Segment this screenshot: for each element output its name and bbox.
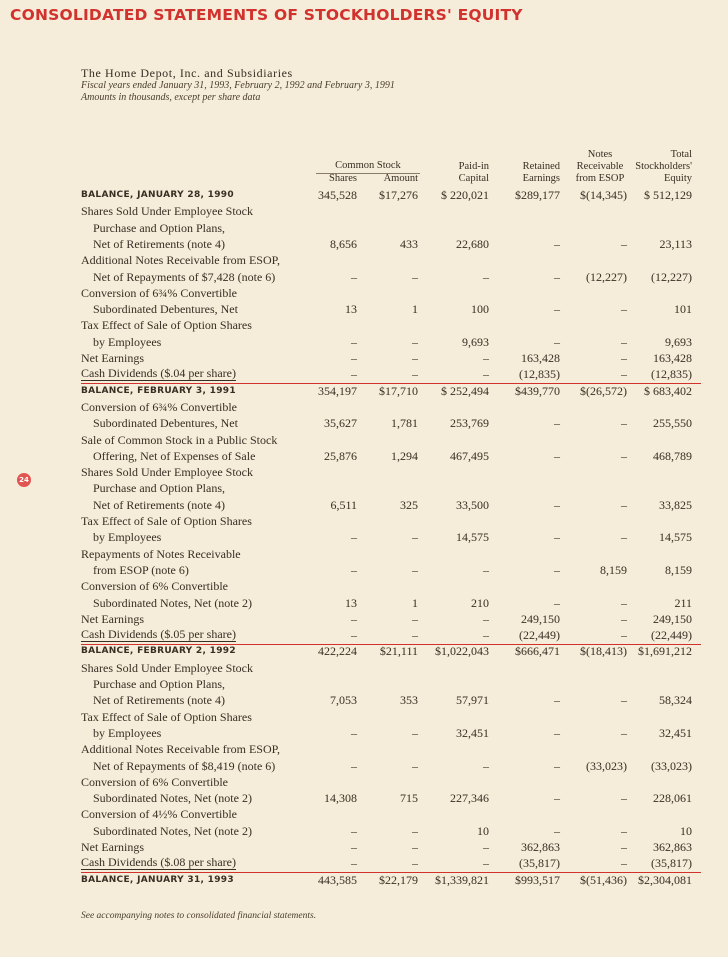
shares-cell: 8,656 [330, 236, 357, 251]
paid-in-cell: 22,680 [456, 236, 489, 251]
paid-in-cell: 57,971 [456, 693, 489, 708]
total-equity-cell: 14,575 [659, 530, 692, 545]
table-row [81, 529, 701, 545]
total-equity-cell: $ 683,402 [644, 383, 692, 398]
paid-in-cell: – [483, 351, 489, 365]
amount-cell: – [412, 367, 418, 382]
row-label: Sale of Common Stock in a Public Stock [81, 432, 278, 447]
row-label: Subordinated Notes, Net (note 2) [93, 595, 252, 610]
header-notes-2: Receivable [576, 161, 624, 172]
retained-cell: – [554, 758, 560, 773]
shares-cell: – [351, 758, 357, 773]
paid-in-cell: 227,346 [450, 791, 489, 806]
row-label: Subordinated Debentures, Net [93, 416, 238, 431]
header-paid-in-2: Capital [458, 173, 489, 184]
row-label: by Employees [93, 530, 162, 545]
row-label: Repayments of Notes Receivable [81, 546, 241, 561]
row-label: Tax Effect of Sale of Option Shares [81, 514, 252, 528]
notes-receivable-cell: – [621, 497, 627, 512]
retained-cell: $993,517 [515, 872, 560, 887]
table-row [81, 774, 701, 790]
balance-row [81, 383, 701, 399]
total-equity-cell: 249,150 [653, 611, 692, 626]
table-row [81, 758, 701, 774]
paid-in-cell: – [483, 367, 489, 382]
row-label: by Employees [93, 725, 162, 740]
total-equity-cell: 101 [674, 302, 692, 317]
table-row [81, 497, 701, 513]
total-equity-cell: 255,550 [653, 416, 692, 431]
table-row [81, 725, 701, 741]
retained-cell: – [554, 302, 560, 317]
row-label: Cash Dividends ($.08 per share) [81, 855, 236, 870]
amount-cell: $21,111 [379, 644, 418, 659]
row-label: Conversion of 6¾% Convertible [81, 399, 237, 414]
total-equity-cell: 211 [674, 595, 692, 610]
paid-in-cell: 100 [471, 302, 489, 317]
table-row [81, 415, 701, 431]
shares-cell: 14,308 [324, 791, 357, 806]
row-label: Subordinated Debentures, Net [93, 302, 238, 317]
page-number-badge: 24 [17, 473, 31, 487]
total-equity-cell: $ 512,129 [644, 188, 692, 202]
retained-cell: (12,835) [519, 367, 560, 382]
table-row [81, 513, 701, 529]
table-row [81, 252, 701, 268]
paid-in-cell: – [483, 269, 489, 284]
amount-cell: – [412, 758, 418, 773]
row-label: Shares Sold Under Employee Stock [81, 204, 253, 219]
row-label: Net of Retirements (note 4) [93, 693, 225, 708]
shares-cell: – [351, 351, 357, 365]
shares-cell: 25,876 [324, 448, 357, 463]
notes-receivable-cell: – [621, 302, 627, 317]
row-label: Subordinated Notes, Net (note 2) [93, 791, 252, 806]
row-label: BALANCE, FEBRUARY 2, 1992 [81, 646, 236, 657]
table-row [81, 269, 701, 285]
retained-cell: – [554, 269, 560, 284]
table-row [81, 806, 701, 822]
row-label: Tax Effect of Sale of Option Shares [81, 709, 252, 724]
table-row [81, 317, 701, 333]
amount-cell: – [412, 840, 418, 854]
amount-cell: 715 [400, 791, 418, 806]
table-row [81, 366, 701, 382]
paid-in-cell: 14,575 [456, 530, 489, 545]
notes-receivable-cell: $(26,572) [580, 383, 627, 398]
notes-receivable-cell: – [621, 791, 627, 806]
notes-receivable-cell: (12,227) [586, 269, 627, 284]
notes-receivable-cell: 8,159 [600, 562, 627, 577]
total-equity-cell: 10 [680, 823, 692, 838]
table-row [81, 448, 701, 464]
table-row [81, 578, 701, 594]
retained-cell: – [554, 497, 560, 512]
notes-receivable-cell: – [621, 693, 627, 708]
shares-cell: – [351, 334, 357, 349]
paid-in-cell: – [483, 611, 489, 626]
paid-in-cell: 467,495 [450, 448, 489, 463]
shares-cell: – [351, 823, 357, 838]
row-label: BALANCE, JANUARY 31, 1993 [81, 874, 234, 885]
row-label: BALANCE, FEBRUARY 3, 1991 [81, 385, 236, 396]
notes-receivable-cell: – [621, 416, 627, 431]
amount-cell: – [412, 269, 418, 284]
table-row [81, 220, 701, 236]
amount-cell: 433 [400, 236, 418, 251]
header-total-3: Equity [664, 173, 692, 184]
table-row [81, 546, 701, 562]
retained-cell: 249,150 [521, 611, 560, 626]
paid-in-cell: – [483, 562, 489, 577]
row-label: Conversion of 6¾% Convertible [81, 285, 237, 300]
amount-cell: – [412, 611, 418, 626]
notes-receivable-cell: – [621, 595, 627, 610]
shares-cell: – [351, 269, 357, 284]
total-equity-cell: (22,449) [651, 628, 692, 643]
header-notes-1: Notes [587, 149, 613, 160]
table-row [81, 660, 701, 676]
paid-in-cell: $1,339,821 [435, 872, 489, 887]
row-label: Conversion of 4½% Convertible [81, 807, 237, 822]
retained-cell: – [554, 693, 560, 708]
notes-receivable-cell: – [621, 611, 627, 626]
retained-cell: – [554, 530, 560, 545]
paid-in-cell: 33,500 [456, 497, 489, 512]
total-equity-cell: (33,023) [651, 758, 692, 773]
notes-receivable-cell: – [621, 856, 627, 871]
retained-cell: 163,428 [521, 351, 560, 365]
amount-cell: – [412, 628, 418, 643]
amounts-note: Amounts in thousands, except per share data [81, 92, 261, 103]
retained-cell: – [554, 562, 560, 577]
notes-receivable-cell: – [621, 725, 627, 740]
shares-cell: 443,585 [318, 872, 357, 887]
amount-cell: 1,781 [391, 416, 418, 431]
notes-receivable-cell: – [621, 334, 627, 349]
table-row [81, 480, 701, 496]
row-label: Tax Effect of Sale of Option Shares [81, 318, 252, 333]
table-row [81, 285, 701, 301]
retained-cell: – [554, 334, 560, 349]
shares-cell: 13 [345, 595, 357, 610]
total-equity-cell: 32,451 [659, 725, 692, 740]
paid-in-cell: – [483, 856, 489, 871]
table-row [81, 236, 701, 252]
page-title: CONSOLIDATED STATEMENTS OF STOCKHOLDERS' EQUITY [10, 6, 523, 24]
table-row [81, 432, 701, 448]
total-equity-cell: 362,863 [653, 840, 692, 854]
amount-cell: 325 [400, 497, 418, 512]
table-row [81, 611, 701, 627]
table-row [81, 839, 701, 855]
row-label: Net of Repayments of $7,428 (note 6) [93, 269, 276, 284]
retained-cell: $289,177 [515, 188, 560, 202]
row-label: Purchase and Option Plans, [93, 677, 225, 691]
row-label: by Employees [93, 334, 162, 349]
shares-cell: 35,627 [324, 416, 357, 431]
retained-cell: – [554, 595, 560, 610]
shares-cell: 345,528 [318, 188, 357, 202]
shares-cell: – [351, 840, 357, 854]
table-row [81, 203, 701, 219]
balance-row [81, 187, 701, 203]
notes-receivable-cell: $(51,436) [580, 872, 627, 887]
row-label: Purchase and Option Plans, [93, 220, 225, 235]
paid-in-cell: 32,451 [456, 725, 489, 740]
amount-cell: 1 [412, 302, 418, 317]
retained-cell: (22,449) [519, 628, 560, 643]
footnote: See accompanying notes to consolidated financial statements. [81, 911, 317, 921]
table-row [81, 334, 701, 350]
row-label: Net Earnings [81, 611, 144, 626]
total-equity-cell: (35,817) [651, 856, 692, 871]
row-label: BALANCE, JANUARY 28, 1990 [81, 190, 234, 200]
table-row [81, 627, 701, 643]
company-name: The Home Depot, Inc. and Subsidiaries [81, 66, 293, 80]
header-common-stock: Common Stock [335, 160, 401, 171]
balance-row [81, 872, 701, 888]
paid-in-cell: 253,769 [450, 416, 489, 431]
table-row [81, 301, 701, 317]
amount-cell: $17,710 [379, 383, 418, 398]
fiscal-years-note: Fiscal years ended January 31, 1993, February 2, 1992 and February 3, 1991 [81, 80, 395, 91]
paid-in-cell: $ 252,494 [441, 383, 489, 398]
header-notes-3: from ESOP [575, 173, 625, 184]
header-retained-1: Retained [522, 161, 560, 172]
total-equity-cell: (12,227) [651, 269, 692, 284]
shares-cell: 6,511 [330, 497, 357, 512]
table-row [81, 692, 701, 708]
row-label: Offering, Net of Expenses of Sale [93, 448, 256, 463]
amount-cell: $22,179 [379, 872, 418, 887]
table-row [81, 350, 701, 366]
amount-cell: – [412, 530, 418, 545]
paid-in-cell: 210 [471, 595, 489, 610]
row-label: Conversion of 6% Convertible [81, 774, 228, 789]
notes-receivable-cell: – [621, 530, 627, 545]
amount-cell: – [412, 725, 418, 740]
balance-row [81, 643, 701, 659]
amount-cell: – [412, 823, 418, 838]
table-row [81, 399, 701, 415]
total-equity-cell: 8,159 [665, 562, 692, 577]
table-row [81, 823, 701, 839]
paid-in-cell: 10 [477, 823, 489, 838]
amount-cell: 353 [400, 693, 418, 708]
header-total-2: Stockholders' [635, 161, 692, 172]
shares-cell: – [351, 611, 357, 626]
row-label: Purchase and Option Plans, [93, 481, 225, 496]
table-row [81, 562, 701, 578]
retained-cell: $666,471 [515, 644, 560, 659]
shares-cell: – [351, 367, 357, 382]
notes-receivable-cell: – [621, 351, 627, 365]
header-total-1: Total [670, 149, 692, 160]
row-label: Subordinated Notes, Net (note 2) [93, 823, 252, 838]
table-row [81, 709, 701, 725]
total-equity-cell: 33,825 [659, 497, 692, 512]
retained-cell: (35,817) [519, 856, 560, 871]
row-label: Shares Sold Under Employee Stock [81, 465, 253, 480]
row-label: Additional Notes Receivable from ESOP, [81, 253, 280, 268]
table-row [81, 464, 701, 480]
row-label: Net Earnings [81, 840, 144, 854]
paid-in-cell: – [483, 840, 489, 854]
total-equity-cell: 468,789 [653, 448, 692, 463]
shares-cell: 354,197 [318, 383, 357, 398]
row-label: Cash Dividends ($.05 per share) [81, 627, 236, 642]
table-row [81, 741, 701, 757]
header-amount: Amount [383, 173, 418, 184]
row-label: Additional Notes Receivable from ESOP, [81, 742, 280, 757]
shares-cell: – [351, 856, 357, 871]
table-row [81, 595, 701, 611]
header-retained-2: Earnings [522, 173, 560, 184]
notes-receivable-cell: – [621, 236, 627, 251]
total-equity-cell: 23,113 [659, 236, 692, 251]
total-equity-cell: 58,324 [659, 693, 692, 708]
amount-cell: – [412, 562, 418, 577]
paid-in-cell: – [483, 628, 489, 643]
notes-receivable-cell: – [621, 628, 627, 643]
table-row [81, 790, 701, 806]
total-equity-cell: 228,061 [653, 791, 692, 806]
row-label: Cash Dividends ($.04 per share) [81, 366, 236, 381]
shares-cell: 7,053 [330, 693, 357, 708]
header-shares: Shares [329, 173, 357, 184]
total-equity-cell: $1,691,212 [638, 644, 692, 659]
total-equity-cell: 9,693 [665, 334, 692, 349]
amount-cell: $17,276 [379, 188, 418, 202]
total-equity-cell: 163,428 [653, 351, 692, 365]
header-paid-in-1: Paid-in [458, 161, 489, 172]
row-label: Net of Retirements (note 4) [93, 236, 225, 251]
row-label: from ESOP (note 6) [93, 562, 189, 577]
row-label: Net Earnings [81, 351, 144, 365]
amount-cell: – [412, 351, 418, 365]
row-label: Shares Sold Under Employee Stock [81, 660, 253, 675]
retained-cell: – [554, 236, 560, 251]
retained-cell: – [554, 823, 560, 838]
retained-cell: $439,770 [515, 383, 560, 398]
notes-receivable-cell: – [621, 448, 627, 463]
total-equity-cell: $2,304,081 [638, 872, 692, 887]
paid-in-cell: – [483, 758, 489, 773]
retained-cell: – [554, 725, 560, 740]
shares-cell: – [351, 530, 357, 545]
row-label: Conversion of 6% Convertible [81, 579, 228, 594]
retained-cell: – [554, 791, 560, 806]
amount-cell: 1,294 [391, 448, 418, 463]
shares-cell: – [351, 562, 357, 577]
shares-cell: – [351, 628, 357, 643]
table-row [81, 676, 701, 692]
row-label: Net of Repayments of $8,419 (note 6) [93, 758, 276, 773]
notes-receivable-cell: $(18,413) [580, 644, 627, 659]
notes-receivable-cell: – [621, 367, 627, 382]
amount-cell: – [412, 334, 418, 349]
paid-in-cell: $1,022,043 [435, 644, 489, 659]
paid-in-cell: $ 220,021 [441, 188, 489, 202]
shares-cell: – [351, 725, 357, 740]
shares-cell: 13 [345, 302, 357, 317]
table-row [81, 855, 701, 871]
amount-cell: 1 [412, 595, 418, 610]
total-equity-cell: (12,835) [651, 367, 692, 382]
retained-cell: 362,863 [521, 840, 560, 854]
retained-cell: – [554, 416, 560, 431]
amount-cell: – [412, 856, 418, 871]
row-label: Net of Retirements (note 4) [93, 497, 225, 512]
paid-in-cell: 9,693 [462, 334, 489, 349]
notes-receivable-cell: – [621, 823, 627, 838]
notes-receivable-cell: (33,023) [586, 758, 627, 773]
shares-cell: 422,224 [318, 644, 357, 659]
notes-receivable-cell: – [621, 840, 627, 854]
notes-receivable-cell: $(14,345) [580, 188, 627, 202]
retained-cell: – [554, 448, 560, 463]
